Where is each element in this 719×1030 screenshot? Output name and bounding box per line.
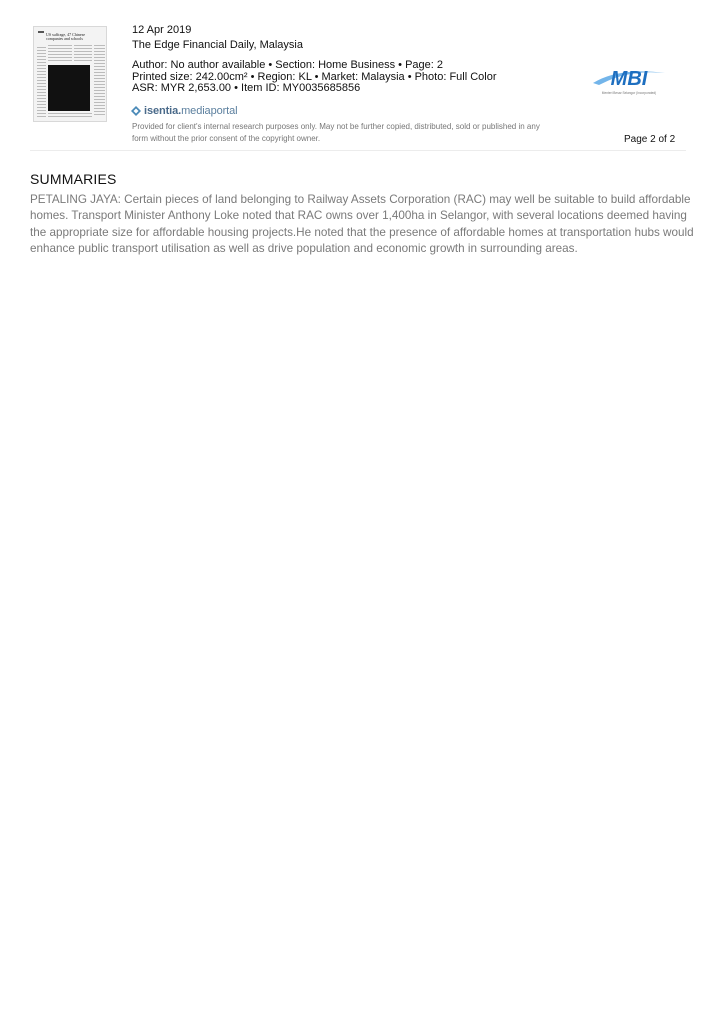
publication-name: The Edge Financial Daily, Malaysia (132, 38, 303, 51)
logo-subtext: Menteri Besar Selangor (Incorporated) (601, 91, 657, 95)
section-title: SUMMARIES (30, 171, 117, 187)
summary-text: PETALING JAYA: Certain pieces of land belonging to Railway Assets Corporation (RAC) may well be suitable to build affordable homes. Transport Minister Anthony Loke noted that RAC owns over 1,400ha in Selangor, with several locations deemed having the appropriate size for affordable housing projects.He noted that the presence of affordable homes at transportation hubs would enhance public transport utilisation as well as drive population and economic growth in surrounding areas. (30, 193, 694, 256)
isentia-product: mediaportal (181, 105, 238, 117)
author-section-line: Author: No author available • Section: Home Business • Page: 2 (132, 59, 443, 71)
isentia-logo (131, 104, 238, 118)
printed-size-line: Printed size: 242.00cm² • Region: KL • Market: Malaysia • Photo: Full Color (132, 70, 497, 83)
page-indicator: Page 2 of 2 (624, 134, 676, 145)
mbi-logo (589, 63, 669, 99)
article-date: 12 Apr 2019 (132, 24, 192, 36)
document-header (0, 0, 719, 152)
isentia-brand: isentia. (144, 105, 182, 117)
copyright-disclaimer: Provided for client's internal research purposes only. May not be further copied, distributed, sold or published in any form without the prior consent of the copyright owner. (132, 122, 540, 143)
logo-mark: MBI (610, 68, 648, 90)
thumbnail-headline: US suffrage, 47 Chinese companies and schools (46, 33, 86, 41)
article-thumbnail[interactable] (33, 26, 107, 122)
thumbnail-photo (48, 65, 90, 111)
asr-item-line: ASR: MYR 2,653.00 • Item ID: MY0035685856 (132, 82, 361, 94)
article-metadata (132, 25, 497, 95)
header-divider (30, 150, 686, 151)
isentia-icon (131, 106, 141, 116)
